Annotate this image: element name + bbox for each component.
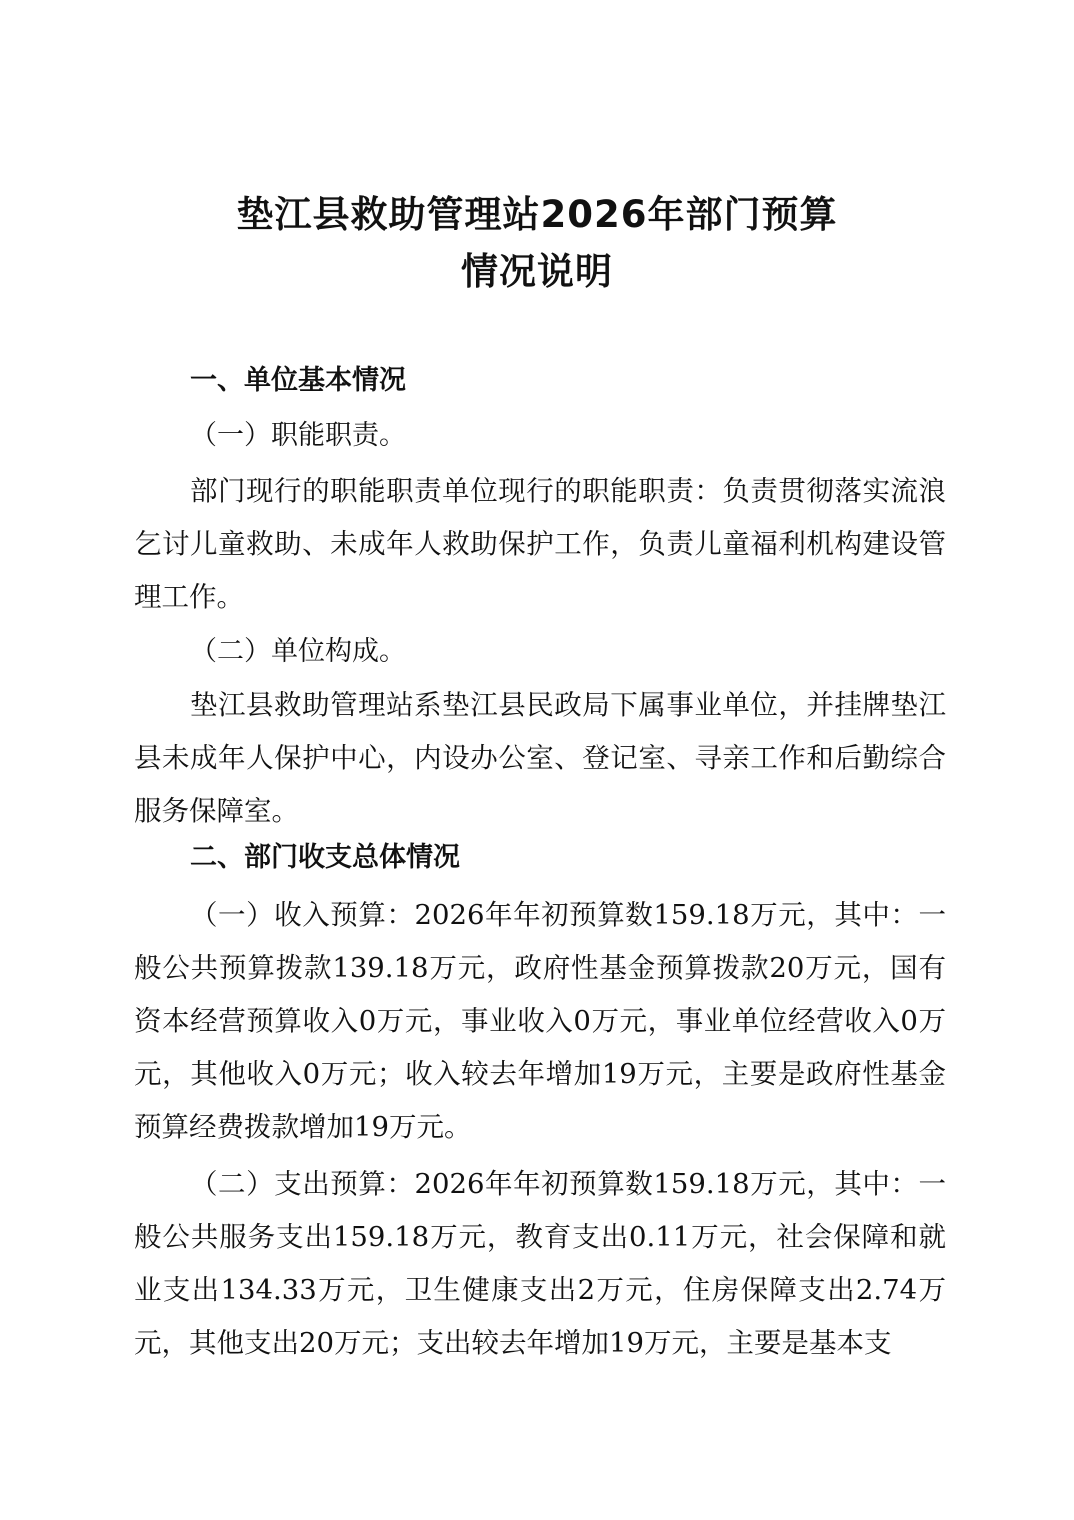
income-budget-paragraph: （一）收入预算：2026年年初预算数159.18万元，其中：一般公共预算拨款139.18万元，政府性基金预算拨款20万元，国有资本经营预算收入0万元，事业收入0万元，事业单位经营收入0万元，其他收入0万元；收入较去年增加19万元，主要是政府性基金预算经费拨款增加19万元。 bbox=[134, 899, 946, 1143]
document-title-line1: 垫江县救助管理站2026年部门预算 bbox=[236, 193, 838, 236]
section2-heading: 二、部门收支总体情况 bbox=[190, 842, 460, 873]
section1-sub1-heading: （一）职能职责。 bbox=[190, 420, 406, 451]
section1-sub2-heading: （二）单位构成。 bbox=[190, 636, 406, 667]
document-title-line2: 情况说明 bbox=[461, 250, 613, 293]
section1-sub2-paragraph: 垫江县救助管理站系垫江县民政局下属事业单位，并挂牌垫江县未成年人保护中心，内设办公室、登记室、寻亲工作和后勤综合服务保障室。 bbox=[134, 689, 946, 827]
section1-heading: 一、单位基本情况 bbox=[190, 365, 406, 396]
expense-budget-paragraph: （二）支出预算：2026年年初预算数159.18万元，其中：一般公共服务支出159.18万元，教育支出0.11万元，社会保障和就业支出134.33万元，卫生健康支出2万元，住房保障支出2.74万元，其他支出20万元；支出较去年增加19万元，主要是基本支 bbox=[134, 1168, 946, 1359]
section1-sub1-paragraph: 部门现行的职能职责单位现行的职能职责：负责贯彻落实流浪乞讨儿童救助、未成年人救助保护工作，负责儿童福利机构建设管理工作。 bbox=[134, 475, 946, 613]
